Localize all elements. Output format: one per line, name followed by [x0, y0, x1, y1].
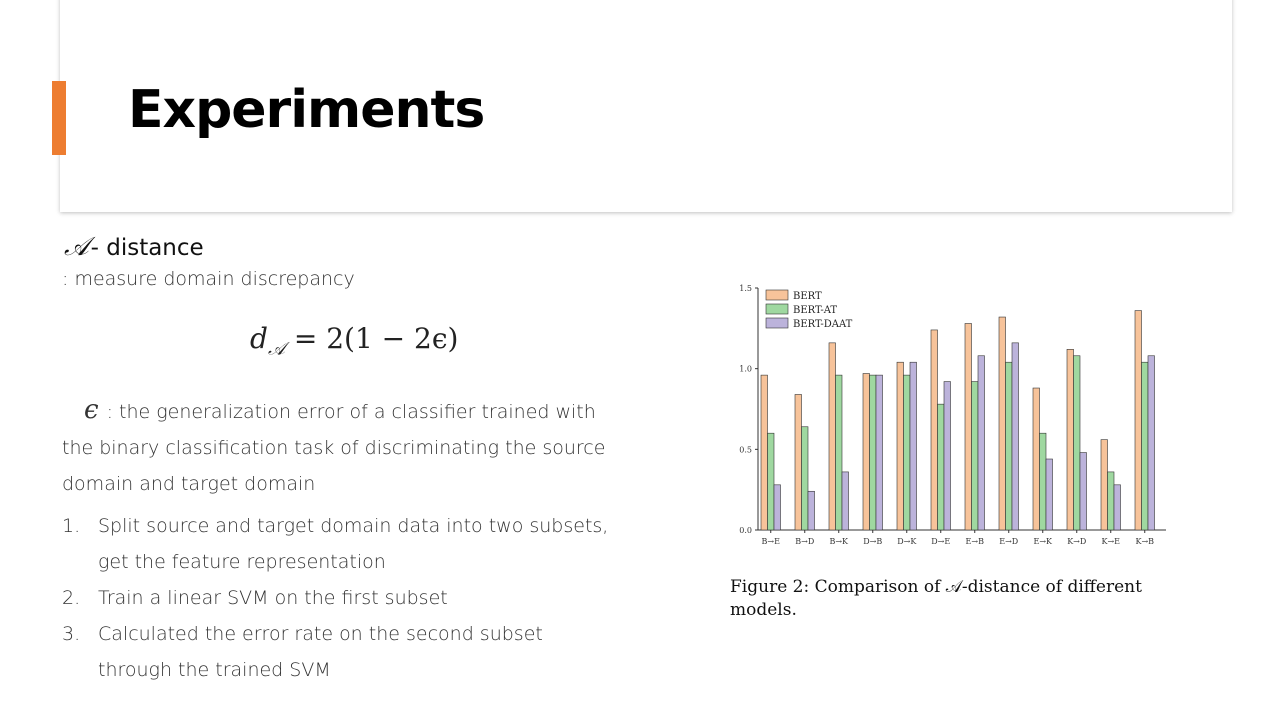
list-item [62, 616, 622, 688]
step-number: 3. [62, 623, 81, 645]
bar [876, 375, 883, 530]
step-text: Train a linear SVM on the first subset [98, 587, 448, 609]
x-tick-label: B→D [795, 537, 815, 546]
bar [761, 375, 768, 530]
legend-label: BERT [793, 291, 822, 302]
bar [1006, 362, 1013, 530]
bar [931, 330, 938, 530]
x-tick-label: E→D [999, 537, 1019, 546]
formula-lhs: d [250, 322, 268, 355]
bar [768, 433, 775, 530]
epsilon-text: : the generalization error of a classifier trained with the binary classification task of discriminating the source domain and target domain [62, 401, 606, 495]
bar [1046, 459, 1053, 530]
epsilon-description [62, 392, 622, 502]
x-tick-label: B→E [761, 537, 780, 546]
bar [910, 362, 917, 530]
y-tick-label: 0.0 [739, 526, 752, 535]
bar [795, 394, 802, 530]
formula-rhs: = 2(1 − 2ϵ) [284, 322, 459, 355]
x-tick-label: D→E [931, 537, 951, 546]
bar [802, 427, 809, 530]
bar [863, 374, 870, 530]
bar [774, 485, 781, 530]
bar [1135, 311, 1142, 530]
x-tick-label: K→E [1101, 537, 1121, 546]
a-distance-symbol: 𝒜 [64, 232, 89, 262]
section-label: - distance [90, 235, 204, 261]
bar [1080, 453, 1087, 530]
bar [944, 382, 951, 530]
bar [829, 343, 836, 530]
epsilon-symbol: ϵ [84, 395, 99, 425]
y-tick-label: 1.0 [739, 364, 752, 374]
bar [1033, 388, 1040, 530]
bar [897, 362, 904, 530]
bar [938, 404, 945, 530]
x-tick-label: K→B [1135, 537, 1155, 546]
y-tick-label: 0.5 [739, 445, 752, 455]
x-tick-label: K→D [1067, 537, 1087, 546]
bar [965, 323, 972, 530]
step-text: Calculated the error rate on the second subset through the trained SVM [98, 623, 543, 681]
bar [836, 375, 843, 530]
bar [842, 472, 849, 530]
bar [870, 375, 877, 530]
step-text: Split source and target domain data into two subsets, get the feature representation [98, 515, 609, 573]
legend-swatch [766, 304, 788, 314]
accent-bar [52, 81, 66, 155]
bar [1148, 356, 1155, 530]
bar [972, 382, 979, 530]
section-heading [64, 232, 204, 263]
a-distance-bar-chart [720, 280, 1180, 560]
legend-label: BERT-DAAT [793, 319, 853, 330]
figure-caption: Figure 2: Comparison of 𝒜-distance of different models. [730, 577, 1142, 620]
x-tick-label: E→B [965, 537, 984, 546]
list-item [62, 508, 622, 580]
bar [1142, 362, 1149, 530]
list-item [62, 580, 622, 616]
bar [999, 317, 1006, 530]
bar [1012, 343, 1019, 530]
bar [1074, 356, 1081, 530]
measure-text: : measure domain discrepancy [62, 268, 355, 290]
bar [808, 491, 815, 530]
formula-subscript: 𝒜 [267, 338, 285, 360]
x-tick-label: D→K [897, 537, 917, 546]
bar [904, 375, 911, 530]
legend-swatch [766, 290, 788, 300]
bar [1067, 349, 1074, 530]
steps-list [62, 508, 622, 688]
step-number: 2. [62, 587, 81, 609]
bar [1040, 433, 1047, 530]
x-tick-label: E→K [1033, 537, 1053, 546]
bar [1101, 440, 1108, 530]
legend-label: BERT-AT [793, 305, 838, 316]
step-number: 1. [62, 515, 81, 537]
slide-title: Experiments [128, 80, 485, 140]
bar [978, 356, 985, 530]
legend-swatch [766, 318, 788, 328]
bar [1108, 472, 1115, 530]
y-tick-label: 1.5 [739, 284, 752, 293]
x-tick-label: D→B [863, 537, 883, 546]
x-tick-label: B→K [829, 537, 849, 546]
formula [250, 322, 458, 360]
bar [1114, 485, 1121, 530]
